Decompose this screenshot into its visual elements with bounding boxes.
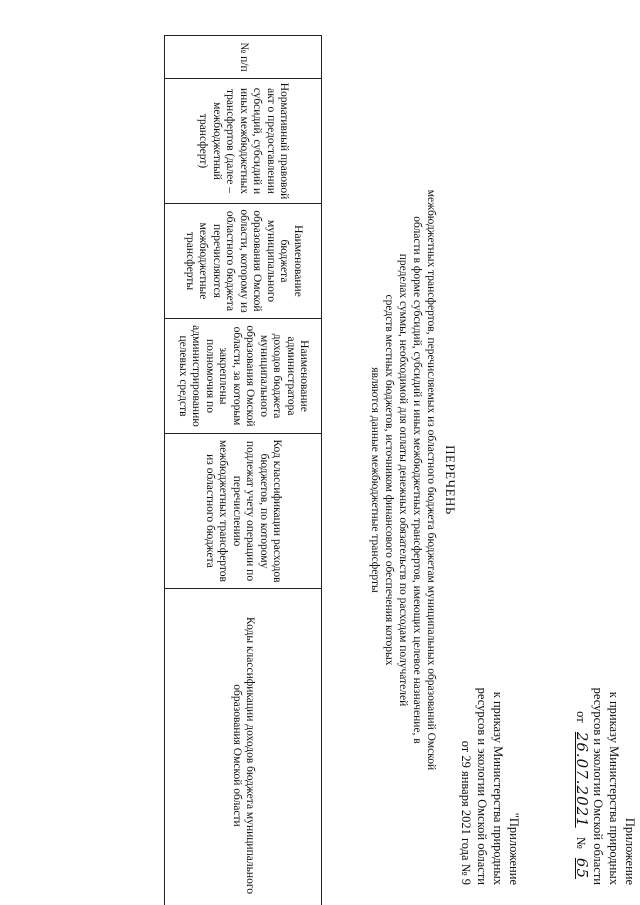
appendix-header-new	[573, 555, 638, 885]
date-prefix: от	[574, 711, 588, 723]
subtitle-line-5: являются данные межбюджетные трансферты	[369, 367, 381, 593]
subtitle-line-4: средств местных бюджетов, источником финансового обеспечения которых	[383, 294, 395, 666]
header-cell-budget-name: Наименование бюджета муниципального образования Омской области, которому из областного бюджета перечисляются межбюджетные трансферты	[165, 204, 322, 319]
subtitle-line-2: области в форме субсидий, субсидий и иных межбюджетных трансфертов, имеющих целевое назначение, в	[411, 216, 423, 744]
header-cell-administrator: Наименование администратора доходов бюджета муниципального образования Омской области, за которым закреплены полномочия по администрированию целевых средств	[165, 319, 322, 434]
header-cell-income-codes: Коды классификации доходов бюджета муниципального образования Омской области	[165, 589, 322, 905]
appendix-old-line4: от 29 января 2021 года № 9	[459, 740, 473, 885]
appendix-new-date-line	[573, 555, 590, 885]
appendix-old-line1: "Приложение	[507, 812, 521, 885]
header-cell-expense-code: Код классификации расходов бюджетов, по которому подлежат учету операции по перечислению межбюджетных трансфертов из областного бюджета	[165, 434, 322, 589]
document-title: ПЕРЕЧЕНЬ	[443, 445, 458, 515]
appendix-new-line3: ресурсов и экологии Омской области	[591, 687, 605, 885]
table-header-row	[165, 36, 322, 905]
handwritten-number: 65	[573, 857, 591, 879]
appendix-header-old	[458, 545, 522, 885]
transfers-table	[164, 35, 322, 894]
subtitle-line-1: межбюджетных трансфертов, перечисляемых из областного бюджета бюджетам муниципальных образований Омской	[425, 189, 437, 771]
subtitle-line-3: пределах суммы, необходимой для оплаты денежных обязательств по расходам получателей	[397, 253, 409, 707]
appendix-old-line3: ресурсов и экологии Омской области	[475, 687, 489, 885]
appendix-old-line2: к приказу Министерства природных	[491, 691, 505, 885]
handwritten-date: 26.07.2021	[573, 731, 591, 828]
appendix-new-line2: к приказу Министерства природных	[607, 691, 621, 885]
header-cell-number: № п/п	[165, 36, 322, 79]
document-title-block	[368, 130, 458, 830]
number-prefix: №	[574, 836, 588, 849]
appendix-new-line1: Приложение	[623, 817, 637, 885]
header-cell-legal-act: Нормативный правовой акт о предоставлении субсидий, субсидий и иных межбюджетных трансфертов (далее – межбюджетный трансферт)	[165, 79, 322, 204]
